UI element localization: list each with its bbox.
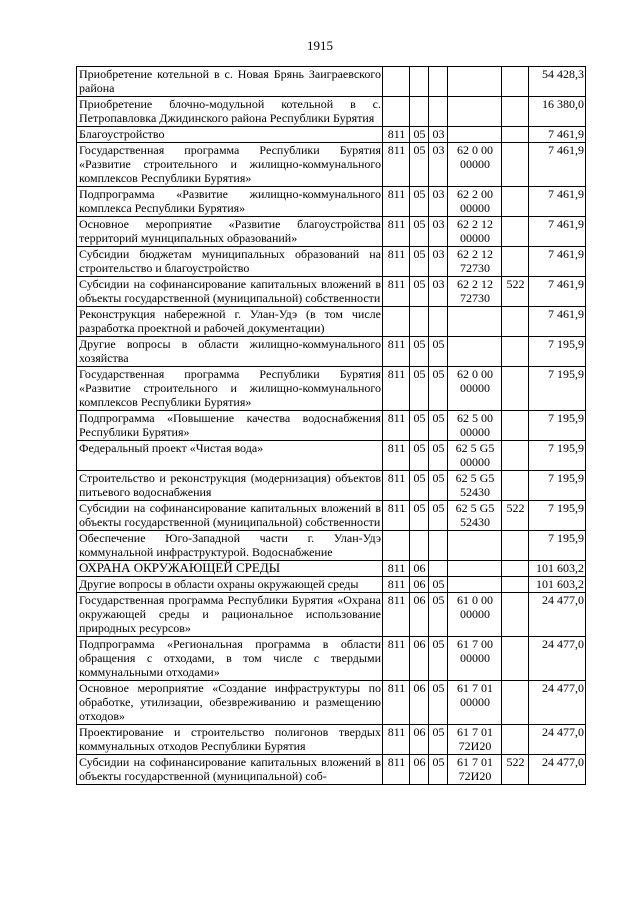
row-amount: 24 477,0	[529, 725, 586, 755]
row-amount: 24 477,0	[529, 593, 586, 637]
row-ministry-code: 811	[383, 561, 410, 577]
row-amount: 7 461,9	[529, 247, 586, 277]
budget-table	[76, 66, 586, 785]
row-amount: 7 195,9	[529, 411, 586, 441]
row-section-code: 05	[410, 247, 429, 277]
table-row	[77, 531, 586, 561]
row-section-code: 06	[410, 561, 429, 577]
row-target-article	[448, 531, 502, 561]
row-target-article: 61 0 00 00000	[448, 593, 502, 637]
row-expense-type	[502, 337, 529, 367]
row-subsection-code: 05	[429, 337, 448, 367]
row-name: Основное мероприятие «Развитие благоустройства территорий муниципальных образований»	[77, 217, 383, 247]
row-expense-type	[502, 593, 529, 637]
row-name: Обеспечение Юго-Западной части г. Улан-Удэ коммунальной инфраструктурой. Водоснабжение	[77, 531, 383, 561]
row-target-article: 61 7 00 00000	[448, 637, 502, 681]
row-section-code: 06	[410, 681, 429, 725]
row-amount: 54 428,3	[529, 67, 586, 97]
row-expense-type	[502, 681, 529, 725]
table-row	[77, 593, 586, 637]
table-row	[77, 755, 586, 785]
row-target-article: 62 2 12 72730	[448, 247, 502, 277]
row-ministry-code: 811	[383, 367, 410, 411]
row-ministry-code: 811	[383, 217, 410, 247]
row-ministry-code: 811	[383, 725, 410, 755]
row-ministry-code: 811	[383, 681, 410, 725]
row-section-code: 05	[410, 367, 429, 411]
row-name: ОХРАНА ОКРУЖАЮЩЕЙ СРЕДЫ	[77, 561, 383, 577]
row-target-article: 61 7 01 72И20	[448, 725, 502, 755]
row-name: Субсидии на софинансирование капитальных вложений в объекты государственной (муниципальной) соб-	[77, 755, 383, 785]
table-row	[77, 97, 586, 127]
row-ministry-code: 811	[383, 637, 410, 681]
row-ministry-code: 811	[383, 441, 410, 471]
row-amount: 7 195,9	[529, 531, 586, 561]
row-subsection-code	[429, 531, 448, 561]
row-target-article: 62 0 00 00000	[448, 143, 502, 187]
row-subsection-code	[429, 97, 448, 127]
row-subsection-code: 03	[429, 187, 448, 217]
table-row	[77, 471, 586, 501]
row-expense-type	[502, 217, 529, 247]
table-row	[77, 367, 586, 411]
row-name: Субсидии бюджетам муниципальных образований на строительство и благоустройство	[77, 247, 383, 277]
row-ministry-code	[383, 307, 410, 337]
row-section-code: 05	[410, 127, 429, 143]
row-subsection-code: 05	[429, 471, 448, 501]
row-section-code: 05	[410, 337, 429, 367]
row-target-article: 62 0 00 00000	[448, 367, 502, 411]
row-subsection-code: 05	[429, 577, 448, 593]
row-expense-type	[502, 187, 529, 217]
row-subsection-code: 03	[429, 217, 448, 247]
row-expense-type	[502, 67, 529, 97]
row-subsection-code: 03	[429, 247, 448, 277]
page-number: 1915	[307, 38, 333, 53]
row-subsection-code: 05	[429, 725, 448, 755]
table-row	[77, 337, 586, 367]
row-name: Подпрограмма «Региональная программа в области обращения с отходами, в том числе с твердыми коммунальными отходами»	[77, 637, 383, 681]
row-amount: 7 195,9	[529, 471, 586, 501]
row-amount: 7 195,9	[529, 337, 586, 367]
row-ministry-code: 811	[383, 277, 410, 307]
row-amount: 24 477,0	[529, 681, 586, 725]
row-amount: 24 477,0	[529, 755, 586, 785]
row-expense-type	[502, 307, 529, 337]
row-subsection-code: 05	[429, 441, 448, 471]
row-name: Государственная программа Республики Бурятия «Развитие строительного и жилищно-коммунального комплексов Республики Бурятия»	[77, 367, 383, 411]
row-section-code	[410, 307, 429, 337]
row-name: Приобретение блочно-модульной котельной в с. Петропавловка Джидинского района Республики Бурятия	[77, 97, 383, 127]
row-amount: 24 477,0	[529, 637, 586, 681]
row-target-article	[448, 67, 502, 97]
row-target-article: 62 2 12 00000	[448, 217, 502, 247]
row-subsection-code: 05	[429, 755, 448, 785]
row-section-code: 06	[410, 725, 429, 755]
table-row	[77, 725, 586, 755]
row-expense-type: 522	[502, 755, 529, 785]
row-target-article: 61 7 01 72И20	[448, 755, 502, 785]
row-section-code: 06	[410, 755, 429, 785]
row-section-code: 05	[410, 143, 429, 187]
row-ministry-code: 811	[383, 501, 410, 531]
table-row	[77, 561, 586, 577]
row-subsection-code: 03	[429, 127, 448, 143]
table-row	[77, 247, 586, 277]
row-section-code: 05	[410, 277, 429, 307]
row-ministry-code	[383, 531, 410, 561]
table-row	[77, 187, 586, 217]
row-subsection-code: 03	[429, 143, 448, 187]
row-ministry-code: 811	[383, 471, 410, 501]
table-row	[77, 637, 586, 681]
row-name: Проектирование и строительство полигонов твердых коммунальных отходов Республики Бурятия	[77, 725, 383, 755]
row-subsection-code	[429, 67, 448, 97]
row-expense-type	[502, 441, 529, 471]
table-row	[77, 277, 586, 307]
row-ministry-code	[383, 67, 410, 97]
row-expense-type	[502, 411, 529, 441]
row-section-code: 05	[410, 411, 429, 441]
row-ministry-code: 811	[383, 755, 410, 785]
row-expense-type: 522	[502, 277, 529, 307]
row-section-code: 05	[410, 441, 429, 471]
row-name: Другие вопросы в области жилищно-коммунального хозяйства	[77, 337, 383, 367]
row-expense-type: 522	[502, 501, 529, 531]
row-section-code: 06	[410, 593, 429, 637]
row-ministry-code: 811	[383, 411, 410, 441]
row-target-article	[448, 337, 502, 367]
row-name: Приобретение котельной в с. Новая Брянь Заиграевского района	[77, 67, 383, 97]
row-target-article: 62 2 00 00000	[448, 187, 502, 217]
row-subsection-code: 05	[429, 411, 448, 441]
row-ministry-code: 811	[383, 127, 410, 143]
row-expense-type	[502, 725, 529, 755]
row-subsection-code: 05	[429, 501, 448, 531]
row-ministry-code	[383, 97, 410, 127]
row-target-article: 62 5 00 00000	[448, 411, 502, 441]
row-ministry-code: 811	[383, 577, 410, 593]
row-amount: 101 603,2	[529, 561, 586, 577]
table-row	[77, 67, 586, 97]
row-amount: 7 461,9	[529, 277, 586, 307]
table-row	[77, 411, 586, 441]
row-target-article: 62 5 G5 00000	[448, 441, 502, 471]
row-target-article	[448, 97, 502, 127]
row-expense-type	[502, 561, 529, 577]
row-subsection-code: 05	[429, 593, 448, 637]
row-target-article	[448, 127, 502, 143]
row-ministry-code: 811	[383, 247, 410, 277]
row-target-article: 62 5 G5 52430	[448, 501, 502, 531]
row-amount: 101 603,2	[529, 577, 586, 593]
row-expense-type	[502, 531, 529, 561]
row-target-article	[448, 307, 502, 337]
row-expense-type	[502, 367, 529, 411]
row-name: Реконструкция набережной г. Улан-Удэ (в том числе разработка проектной и рабочей документации)	[77, 307, 383, 337]
table-row	[77, 501, 586, 531]
table-row	[77, 307, 586, 337]
row-expense-type	[502, 127, 529, 143]
row-subsection-code: 03	[429, 277, 448, 307]
row-name: Федеральный проект «Чистая вода»	[77, 441, 383, 471]
row-name: Благоустройство	[77, 127, 383, 143]
row-subsection-code	[429, 561, 448, 577]
row-section-code: 05	[410, 217, 429, 247]
row-expense-type	[502, 577, 529, 593]
table-row	[77, 681, 586, 725]
row-subsection-code: 05	[429, 681, 448, 725]
row-target-article	[448, 561, 502, 577]
row-amount: 7 461,9	[529, 187, 586, 217]
row-name: Строительство и реконструкция (модернизация) объектов питьевого водоснабжения	[77, 471, 383, 501]
row-section-code: 05	[410, 187, 429, 217]
row-name: Субсидии на софинансирование капитальных вложений в объекты государственной (муниципальной) собственности	[77, 277, 383, 307]
row-amount: 7 461,9	[529, 143, 586, 187]
row-section-code	[410, 67, 429, 97]
row-section-code: 05	[410, 501, 429, 531]
row-target-article	[448, 577, 502, 593]
row-subsection-code: 05	[429, 637, 448, 681]
row-expense-type	[502, 97, 529, 127]
row-name: Подпрограмма «Развитие жилищно-коммунального комплекса Республики Бурятия»	[77, 187, 383, 217]
row-amount: 7 195,9	[529, 441, 586, 471]
row-amount: 7 195,9	[529, 367, 586, 411]
row-amount: 7 195,9	[529, 501, 586, 531]
row-expense-type	[502, 143, 529, 187]
row-section-code: 05	[410, 471, 429, 501]
row-target-article: 62 5 G5 52430	[448, 471, 502, 501]
table-row	[77, 577, 586, 593]
row-name: Подпрограмма «Повышение качества водоснабжения Республики Бурятия»	[77, 411, 383, 441]
row-amount: 7 461,9	[529, 217, 586, 247]
row-name: Государственная программа Республики Бурятия «Охрана окружающей среды и рациональное использование природных ресурсов»	[77, 593, 383, 637]
row-expense-type	[502, 247, 529, 277]
table-row	[77, 441, 586, 471]
row-target-article: 62 2 12 72730	[448, 277, 502, 307]
row-expense-type	[502, 637, 529, 681]
row-amount: 16 380,0	[529, 97, 586, 127]
row-section-code: 06	[410, 577, 429, 593]
row-amount: 7 461,9	[529, 127, 586, 143]
row-name: Государственная программа Республики Бурятия «Развитие строительного и жилищно-коммунального комплексов Республики Бурятия»	[77, 143, 383, 187]
row-subsection-code	[429, 307, 448, 337]
row-target-article: 61 7 01 00000	[448, 681, 502, 725]
row-name: Основное мероприятие «Создание инфраструктуры по обработке, утилизации, обезвреживанию и размещению отходов»	[77, 681, 383, 725]
row-subsection-code: 05	[429, 367, 448, 411]
row-ministry-code: 811	[383, 143, 410, 187]
row-section-code	[410, 97, 429, 127]
table-row	[77, 127, 586, 143]
table-row	[77, 143, 586, 187]
row-expense-type	[502, 471, 529, 501]
row-section-code	[410, 531, 429, 561]
row-ministry-code: 811	[383, 593, 410, 637]
row-amount: 7 461,9	[529, 307, 586, 337]
row-ministry-code: 811	[383, 187, 410, 217]
row-section-code: 06	[410, 637, 429, 681]
row-ministry-code: 811	[383, 337, 410, 367]
row-name: Субсидии на софинансирование капитальных вложений в объекты государственной (муниципальной) собственности	[77, 501, 383, 531]
table-row	[77, 217, 586, 247]
row-name: Другие вопросы в области охраны окружающей среды	[77, 577, 383, 593]
